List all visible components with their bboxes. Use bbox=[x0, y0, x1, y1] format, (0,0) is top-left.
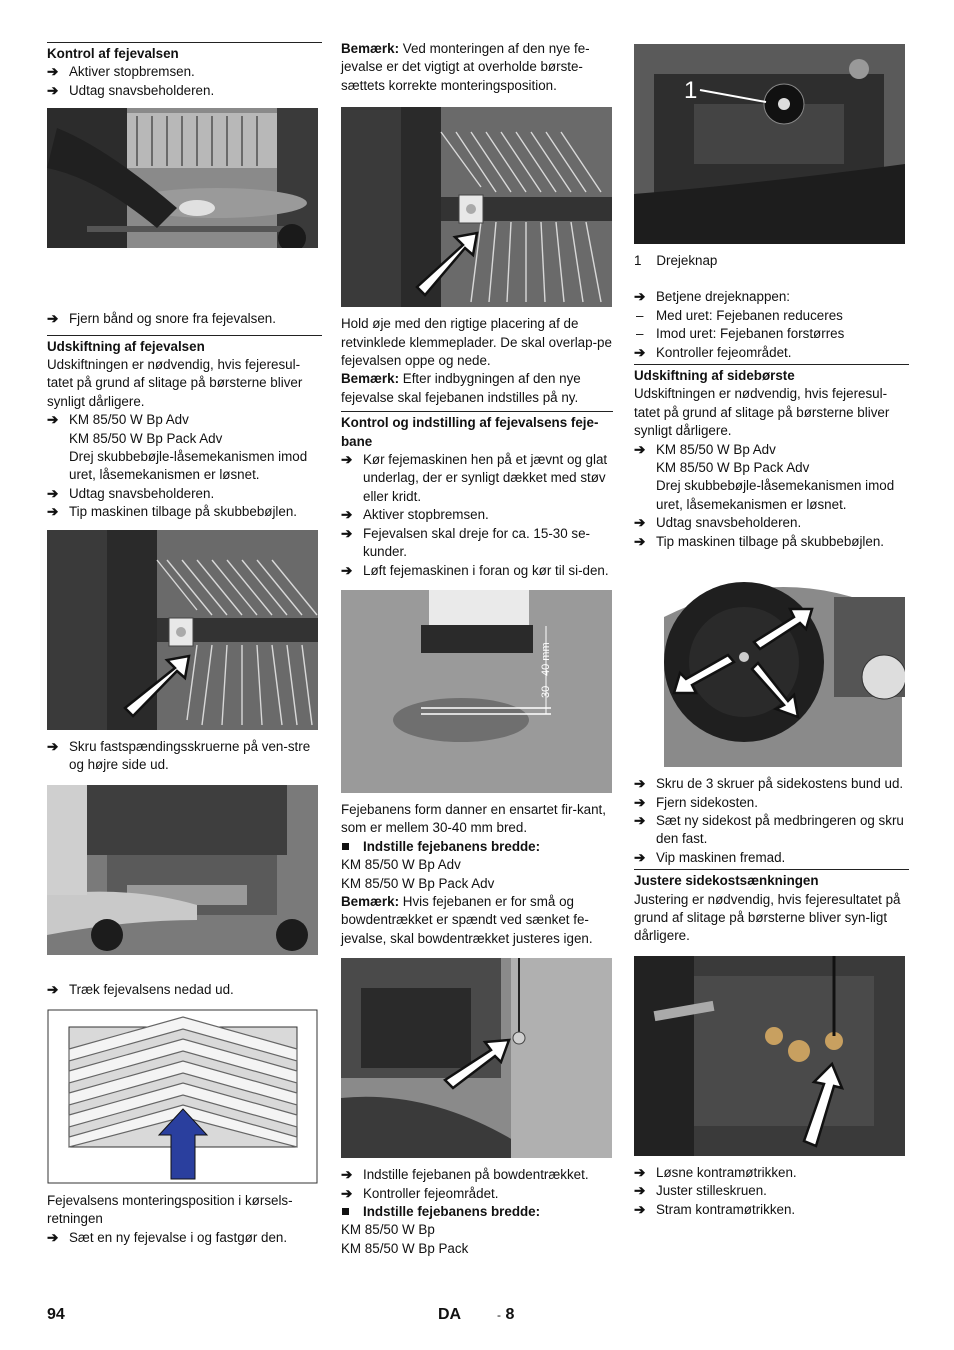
arrow-right-icon: ➔ bbox=[341, 452, 353, 468]
step: ➔ Udtag snavsbeholderen. bbox=[47, 82, 322, 100]
arrow-right-icon: ➔ bbox=[47, 64, 59, 80]
step: ➔ Løsne kontramøtrikken. bbox=[634, 1164, 909, 1182]
arrow-right-icon: ➔ bbox=[634, 515, 646, 531]
bullet-heading: Indstille fejebanens bredde: bbox=[341, 838, 613, 856]
arrow-right-icon: ➔ bbox=[634, 441, 646, 457]
photo-sweep-track bbox=[341, 590, 612, 793]
column-1 bbox=[47, 40, 322, 1247]
model-line: KM 85/50 W Bp Pack bbox=[341, 1240, 469, 1256]
heading-kontrol-fejebane: Kontrol og indstilling af fejevalsens feje-bane bbox=[341, 411, 613, 451]
step: ➔ Skru de 3 skruer på sidekostens bund ud. bbox=[634, 775, 909, 793]
dash-item: – Med uret: Fejebanen reduceres bbox=[636, 307, 843, 323]
step: ➔ KM 85/50 W Bp Adv bbox=[634, 441, 909, 459]
column-3 bbox=[634, 40, 909, 1219]
step: ➔ Aktiver stopbremsen. bbox=[47, 63, 322, 81]
step: ➔ Tip maskinen tilbage på skubbebøjlen. bbox=[634, 533, 909, 551]
step: ➔ Løft fejemaskinen i foran og kør til si-den. bbox=[341, 562, 613, 580]
step: ➔ Træk fejevalsens nedad ud. bbox=[47, 981, 322, 999]
step: ➔ Tip maskinen tilbage på skubbebøjlen. bbox=[47, 503, 322, 521]
arrow-right-icon: ➔ bbox=[341, 525, 353, 541]
step: ➔ Udtag snavsbeholderen. bbox=[47, 485, 322, 503]
arrow-right-icon: ➔ bbox=[341, 507, 353, 523]
model-line: KM 85/50 W Bp Adv bbox=[341, 857, 461, 873]
photo-side-brush bbox=[634, 567, 905, 767]
step: ➔ Juster stilleskruen. bbox=[634, 1182, 909, 1200]
arrow-right-icon: ➔ bbox=[634, 533, 646, 549]
arrow-right-icon: ➔ bbox=[634, 794, 646, 810]
step: ➔ Fjern bånd og snore fra fejevalsen. bbox=[47, 310, 322, 328]
photo-roller-check bbox=[47, 108, 318, 248]
arrow-right-icon: ➔ bbox=[341, 562, 353, 578]
arrow-right-icon: ➔ bbox=[634, 849, 646, 865]
dash-item: – Imod uret: Fejebanen forstørres bbox=[636, 326, 845, 342]
page-number: 94 bbox=[47, 1306, 65, 1323]
arrow-right-icon: ➔ bbox=[634, 1201, 646, 1217]
arrow-right-icon: ➔ bbox=[47, 738, 59, 754]
arrow-right-icon: ➔ bbox=[47, 311, 59, 327]
photo-knob bbox=[634, 44, 905, 244]
callout-number: 1 bbox=[684, 77, 698, 104]
step: ➔ Betjene drejeknappen: bbox=[634, 288, 909, 306]
step: ➔ Sæt ny sidekost på medbringeren og skru den fast. bbox=[634, 812, 904, 847]
note: Bemærk: Efter indbygningen af den nye fejevalse skal fejebanen indstilles på ny. bbox=[341, 371, 581, 405]
arrow-right-icon: ➔ bbox=[634, 776, 646, 792]
arrow-right-icon: ➔ bbox=[47, 1229, 59, 1245]
arrow-right-icon: ➔ bbox=[634, 289, 646, 305]
step: ➔ Kontroller fejeområdet. bbox=[341, 1185, 613, 1203]
paragraph: Udskiftningen er nødvendig, hvis fejeresul-tatet på grund af slitage på børsterne bliver synligt dårligere. bbox=[47, 357, 303, 409]
heading-udskiftning-sidebørste: Udskiftning af sidebørste bbox=[634, 364, 909, 385]
arrow-right-icon: ➔ bbox=[47, 485, 59, 501]
note: Bemærk: Hvis fejebanen er for små og bowdentrækket er spændt ved sænket fe-jevalse, skal bowdentrækket justeres igen. bbox=[341, 893, 593, 946]
diagram-mounting-position bbox=[47, 1009, 318, 1184]
indented-text: Drej skubbebøjle-låsemekanismen imod uret, låsemekanismen er løsnet. bbox=[656, 478, 895, 512]
arrow-right-icon: ➔ bbox=[634, 344, 646, 360]
step: ➔ Sæt en ny fejevalse i og fastgør den. bbox=[47, 1229, 322, 1247]
arrow-right-icon: ➔ bbox=[341, 1167, 353, 1183]
step: ➔ Indstille fejebanen på bowdentrækket. bbox=[341, 1166, 613, 1184]
legend: 1 Drejeknap bbox=[634, 253, 718, 268]
column-2 bbox=[341, 40, 613, 1258]
arrow-right-icon: ➔ bbox=[47, 981, 59, 997]
step: ➔ Kontroller fejeområdet. bbox=[634, 344, 909, 362]
language-code: DA bbox=[438, 1306, 462, 1323]
heading-justere-sidekost: Justere sidekostsænkningen bbox=[634, 869, 909, 890]
arrow-right-icon: ➔ bbox=[634, 812, 646, 828]
heading-kontrol-fejevalsen: Kontrol af fejevalsen bbox=[47, 42, 322, 63]
arrow-right-icon: ➔ bbox=[47, 504, 59, 520]
paragraph: Udskiftningen er nødvendig, hvis fejeresul-tatet på grund af slitage på børsterne bliver synligt dårligere. bbox=[634, 386, 890, 439]
arrow-right-icon: ➔ bbox=[47, 412, 59, 428]
photo-lock-nut bbox=[634, 956, 905, 1156]
step: ➔ Skru fastspændingsskruerne på ven-stre og højre side ud. bbox=[47, 738, 311, 773]
step: ➔ Vip maskinen fremad. bbox=[634, 849, 909, 867]
photo-pull-roller bbox=[47, 785, 318, 955]
arrow-right-icon: ➔ bbox=[47, 82, 59, 98]
step: ➔ Fjern sidekosten. bbox=[634, 794, 909, 812]
step: ➔ Aktiver stopbremsen. bbox=[341, 506, 613, 524]
step: ➔ Udtag snavsbeholderen. bbox=[634, 514, 909, 532]
step: ➔ Stram kontramøtrikken. bbox=[634, 1201, 909, 1219]
model-line: KM 85/50 W Bp bbox=[341, 1222, 435, 1238]
arrow-right-icon: ➔ bbox=[634, 1183, 646, 1199]
section-page: - 8 bbox=[497, 1306, 515, 1323]
note: Bemærk: Ved monteringen af den nye fe-jevalse er det vigtigt at overholde børste-sættets korrekte monteringsposition. bbox=[341, 41, 590, 93]
paragraph: Justering er nødvendig, hvis fejeresultatet på grund af slitage på børsterne bliver syn-ligt dårligere. bbox=[634, 891, 901, 944]
model-line: KM 85/50 W Bp Pack Adv bbox=[69, 430, 223, 446]
paragraph: Fejebanens form danner en ensartet fir-kant, som er mellem 30-40 mm bred. bbox=[341, 801, 606, 836]
indented-text: Drej skubbebøjle-låsemekanismen imod uret, låsemekanismen er løsnet. bbox=[69, 449, 308, 483]
step: ➔ Kør fejemaskinen hen på et jævnt og glat underlag, der er synligt dækket med støv eller kridt. bbox=[341, 452, 608, 504]
photo-clamp-screw bbox=[47, 530, 318, 730]
bullet-heading: Indstille fejebanens bredde: bbox=[341, 1203, 613, 1221]
photo-clamp-plate bbox=[341, 107, 612, 307]
arrow-right-icon: ➔ bbox=[634, 1164, 646, 1180]
step: ➔ KM 85/50 W Bp Adv bbox=[47, 411, 322, 429]
heading-udskiftning-fejevalsen: Udskiftning af fejevalsen bbox=[47, 335, 322, 356]
figure-caption: Fejevalsens monteringsposition i kørsels-retningen bbox=[47, 1192, 293, 1227]
square-bullet-icon bbox=[342, 1208, 349, 1215]
square-bullet-icon bbox=[342, 843, 349, 850]
paragraph: Hold øje med den rigtige placering af de retvinklede klemmeplader. De skal overlap-pe fejevalsen oppe og nede. bbox=[341, 316, 612, 369]
model-line: KM 85/50 W Bp Pack Adv bbox=[656, 460, 810, 476]
arrow-right-icon: ➔ bbox=[341, 1185, 353, 1201]
model-line: KM 85/50 W Bp Pack Adv bbox=[341, 875, 495, 891]
step: ➔ Fejevalsen skal dreje for ca. 15-30 se-kunder. bbox=[341, 525, 591, 560]
dimension-label: 30 - 40 mm bbox=[540, 642, 552, 698]
photo-bowden-cable bbox=[341, 958, 612, 1158]
